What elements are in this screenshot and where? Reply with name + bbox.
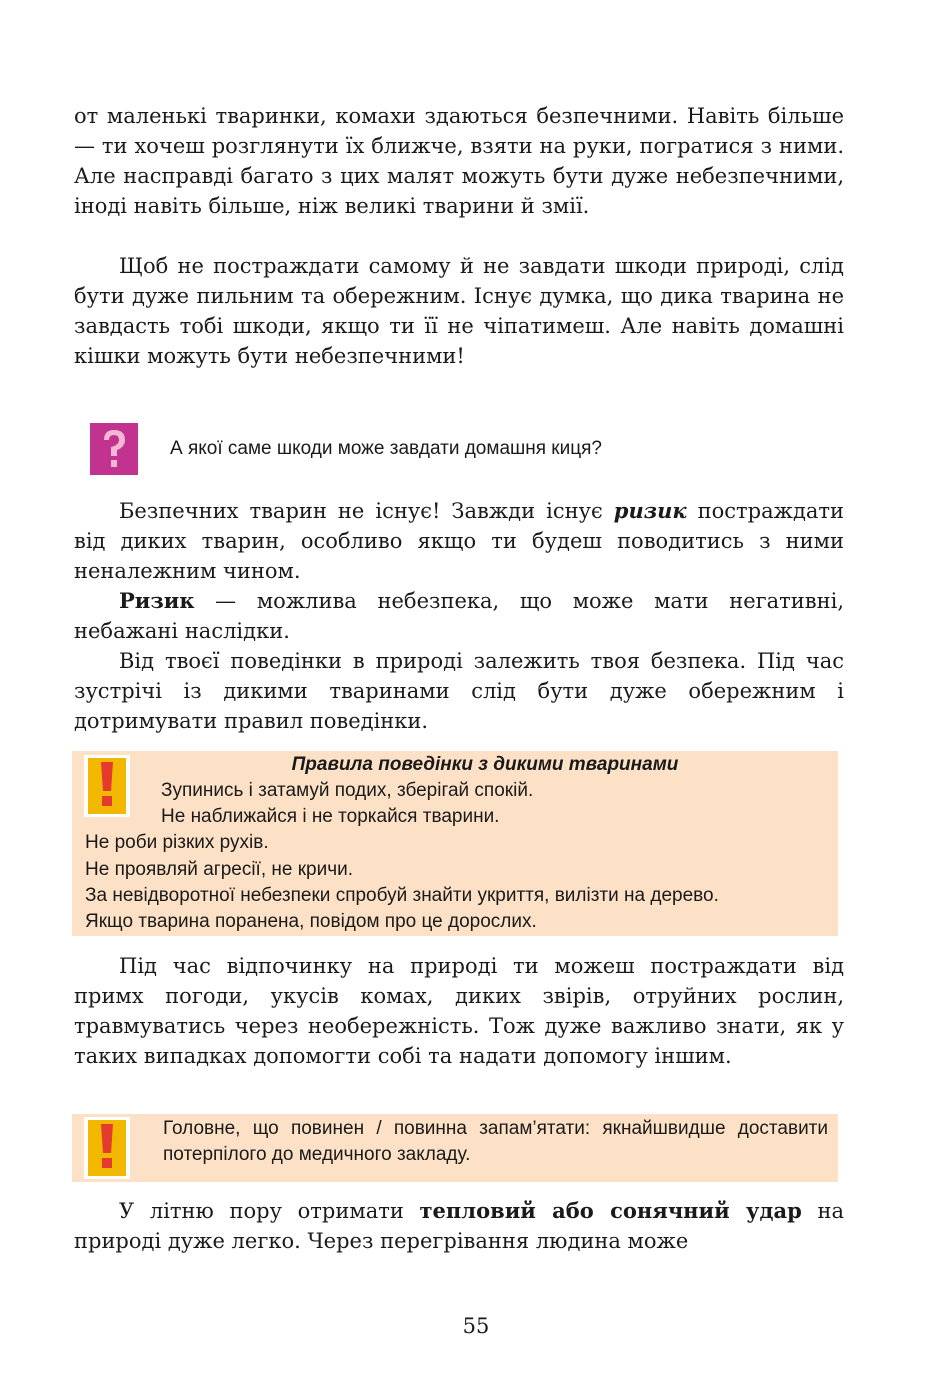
- rule-item: Не роби різких рухів.: [85, 832, 269, 853]
- paragraph-risk: Безпечних тварин не існує! Завжди існує ризик постраждати від диких тварин, особливо якщо ти будеш поводитись з ними неналежним чином.: [74, 498, 845, 583]
- paragraph-definition: Ризик — можлива небезпека, що може мати негативні, небажані наслідки.: [74, 588, 844, 643]
- question-text: А якої саме шкоди може завдати домашня киця?: [170, 438, 602, 459]
- rule-item: За невідворотної небезпеки спробуй знайти укриття, вилізти на дерево.: [85, 885, 719, 906]
- rule-item: Зупинись і затамуй подих, зберігай спокій.: [161, 780, 534, 801]
- note-box: [72, 1114, 838, 1182]
- term-heatstroke: тепловий або сонячний удар: [419, 1198, 802, 1223]
- question-mark-icon: [88, 421, 140, 477]
- note-text: Головне, що повинен / повинна запам’ятати: якнайшвидше доставити потерпілого до медичного закладу.: [163, 1118, 828, 1165]
- paragraph-heatstroke: У літню пору отримати тепловий або сонячний удар на природі дуже легко. Через перегрівання людина може: [74, 1198, 844, 1253]
- paragraph-rest: Під час відпочинку на природі ти можеш постраждати від примх погоди, укусів комах, диких звірів, отруйних рослин, травмуватись через необережність. Тож дуже важливо знати, як у таких випадках допомогти собі та надати допомогу іншим.: [74, 954, 844, 1068]
- rule-item: Не проявляй агресії, не кричи.: [85, 859, 354, 880]
- rules-box: [72, 751, 838, 936]
- paragraph-caution: Щоб не постраждати самому й не завдати шкоди природі, слід бути дуже пильним та обережним. Існує думка, що дика тварина не завдасть тобі шкоди, якщо ти її не чіпатимеш. Але навіть домашні кішки можуть бути небезпечними!: [74, 254, 844, 368]
- paragraph-intro: от маленькі тваринки, комахи здаються безпечними. Навіть більше — ти хочеш розглянути їх ближче, взяти на руки, погратися з ними. Але насправді багато з цих малят можуть бути дуже небезпечними, іноді навіть більше, ніж великі тварини й змії.: [74, 104, 844, 218]
- rule-item: Не наближайся і не торкайся тварини.: [161, 806, 500, 827]
- exclamation-icon: [84, 1117, 130, 1179]
- rule-item: Якщо тварина поранена, повідом про це дорослих.: [85, 911, 537, 932]
- rules-title: Правила поведінки з дикими тваринами: [291, 754, 679, 775]
- paragraph-behavior: Від твоєї поведінки в природі залежить твоя безпека. Під час зустрічі із дикими тваринами слід бути дуже обережним і дотримувати правил поведінки.: [74, 649, 844, 733]
- term-risk: ризик: [613, 498, 687, 523]
- term-definition: Ризик: [119, 588, 195, 613]
- page-number: 55: [462, 1314, 490, 1338]
